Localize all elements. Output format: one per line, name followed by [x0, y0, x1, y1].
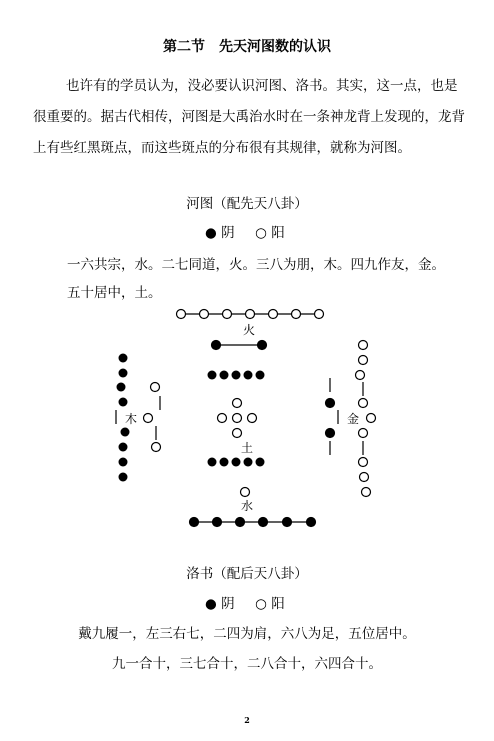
yin-dot-icon: ●: [205, 596, 217, 612]
hetu-center-yang: [218, 399, 257, 438]
hetu-center-bottom-yin: [208, 458, 265, 467]
yin-dot-icon: ●: [205, 225, 217, 241]
water-label: 水: [241, 499, 254, 513]
luoshu-title: 洛书（配后天八卦）: [186, 566, 308, 582]
yin-label: 阴: [221, 596, 235, 612]
luoshu-line-2: 九一合十，三七合十，二八合十，六四合十。: [112, 656, 382, 672]
hetu-center-top-yin: [208, 371, 265, 380]
intro-line-2: 很重要的。据古代相传，河图是大禹治水时在一条神龙背上发现的，龙背: [33, 109, 465, 125]
yang-circle-icon: ○: [255, 596, 267, 612]
intro-line-1: 也许有的学员认为，没必要认识河图、洛书。其实，这一点，也是: [66, 78, 458, 94]
earth-label: 土: [241, 441, 254, 455]
hetu-metal-yin: [326, 378, 339, 455]
hetu-wood-yang: [116, 383, 161, 452]
intro-line-3: 上有些红黑斑点，而这些斑点的分布很有其规律，就称为河图。: [33, 140, 411, 156]
yang-circle-icon: ○: [255, 225, 267, 241]
section-title: 第二节 先天河图数的认识: [163, 39, 331, 55]
hetu-line-2: 五十居中，土。: [67, 285, 162, 301]
yang-label: 阳: [271, 596, 285, 612]
wood-label: 木: [125, 412, 138, 426]
page-number: 2: [244, 715, 250, 725]
hetu-water-yin-row: [190, 518, 316, 527]
yang-label: 阳: [271, 225, 285, 241]
luoshu-line-1: 戴九履一，左三右七，二四为肩，六八为足，五位居中。: [78, 626, 416, 642]
yin-label: 阴: [221, 225, 235, 241]
hetu-top-yang-row: [177, 310, 324, 319]
hetu-fire-yin: [212, 341, 267, 350]
hetu-water-yang: [241, 488, 250, 497]
luoshu-legend: [205, 598, 285, 612]
hetu-title: 河图（配先天八卦）: [186, 196, 308, 212]
fire-label: 火: [243, 323, 256, 337]
metal-label: 金: [347, 412, 360, 426]
hetu-line-1: 一六共宗，水。二七同道，火。三八为朋，木。四九作友，金。: [67, 257, 445, 273]
